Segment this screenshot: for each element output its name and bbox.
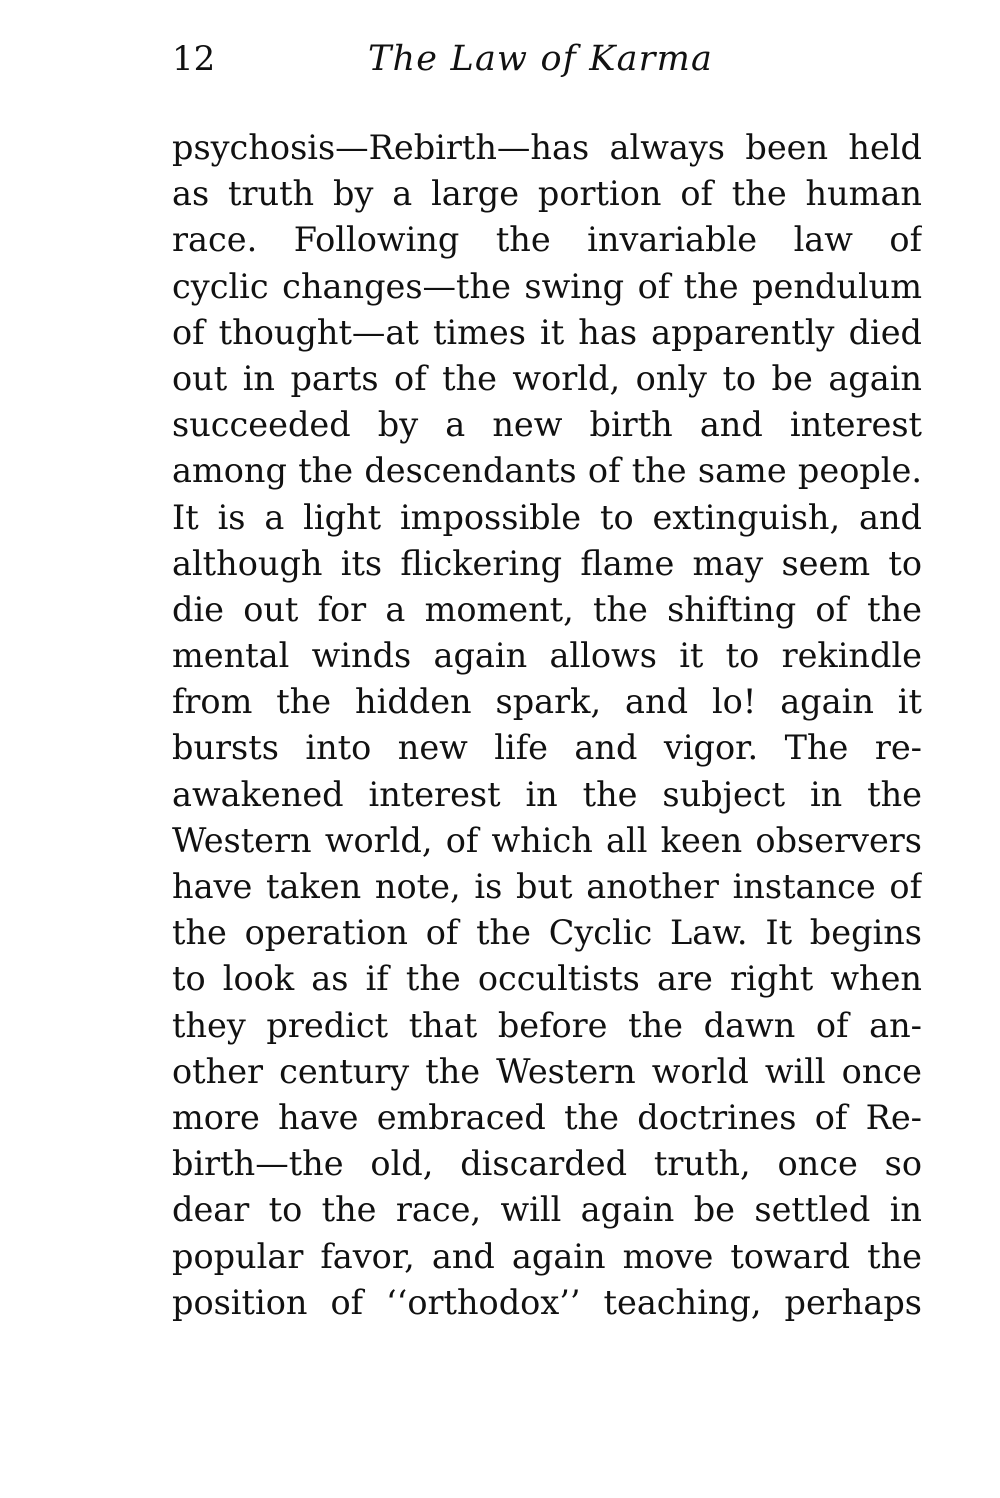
text-line: they predict that before the dawn of an- (172, 1005, 922, 1045)
text-line: as truth by a large portion of the human (172, 174, 922, 214)
text-line: mental winds again allows it to rekindle (172, 636, 922, 676)
text-line: birth—the old, discarded truth, once so (172, 1144, 922, 1184)
text-line: dear to the race, will again be settled in (172, 1190, 922, 1230)
text-line: succeeded by a new birth and interest (172, 405, 922, 445)
text-line: although its flickering flame may seem to (172, 543, 922, 583)
text-line: Western world, of which all keen observers (172, 820, 922, 860)
text-line: the operation of the Cyclic Law. It begins (172, 913, 922, 953)
text-line: have taken note, is but another instance of (172, 867, 922, 906)
text-line: position of ‘‘orthodox’’ teaching, perhaps (172, 1282, 922, 1322)
text-line: race. Following the invariable law of (172, 220, 922, 260)
text-line: among the descendants of the same people. (172, 451, 922, 491)
running-head (172, 36, 922, 86)
text-line: It is a light impossible to extinguish, and (172, 497, 922, 537)
text-line: from the hidden spark, and lo! again it (172, 682, 922, 722)
page-number: 12 (172, 39, 216, 79)
text-line: other century the Western world will once (172, 1051, 922, 1091)
text-line: popular favor, and again move toward the (172, 1236, 922, 1276)
text-line: awakened interest in the subject in the (172, 774, 922, 814)
book-title: The Law of Karma (368, 39, 714, 79)
text-line: cyclic changes—the swing of the pendulum (172, 266, 922, 306)
text-line: out in parts of the world, only to be again (172, 358, 922, 398)
text-line: of thought—at times it has apparently died (172, 312, 922, 352)
text-line: bursts into new life and vigor. The re- (172, 728, 922, 768)
body-text (172, 125, 922, 1326)
text-line: to look as if the occultists are right when (172, 959, 922, 999)
text-line: more have embraced the doctrines of Re- (172, 1097, 922, 1137)
text-line: psychosis—Rebirth—has always been held (172, 128, 922, 167)
text-line: die out for a moment, the shifting of the (172, 589, 922, 629)
